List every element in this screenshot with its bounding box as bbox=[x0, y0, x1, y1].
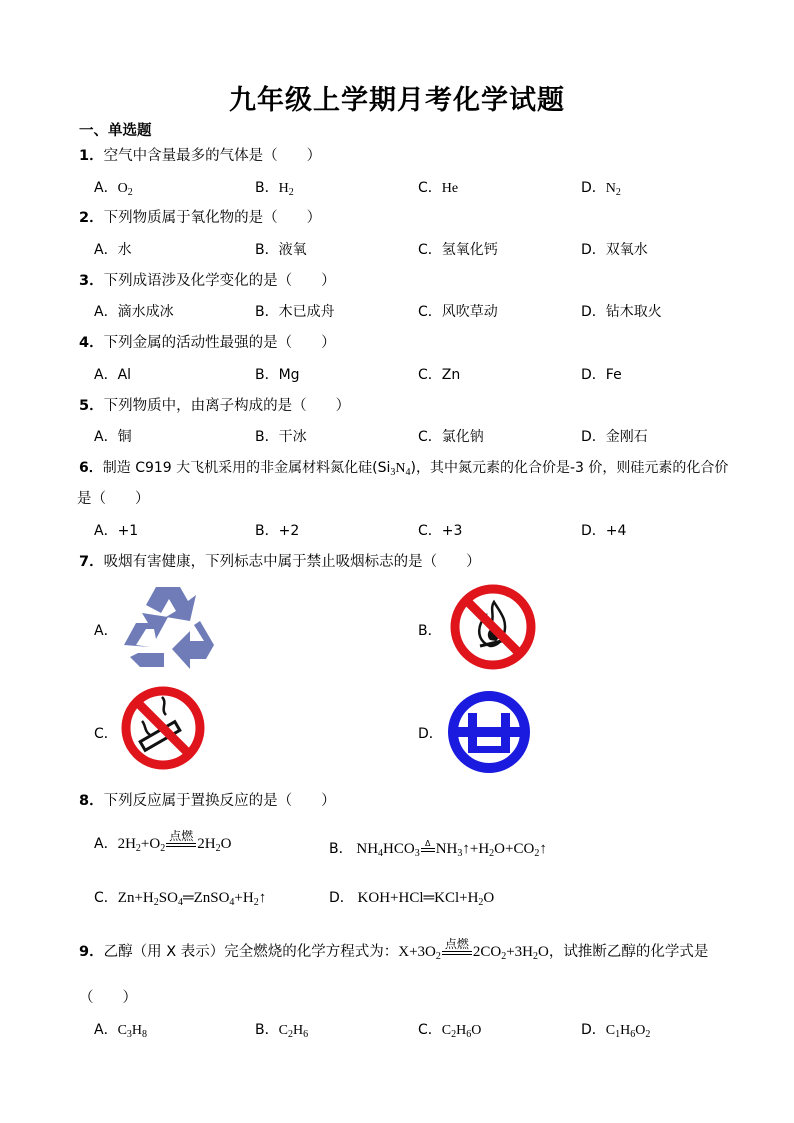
q7-label-a[interactable]: A． bbox=[94, 623, 118, 639]
question-text: 下列金属的活动性最强的是（ ） bbox=[103, 335, 336, 351]
question-6: 6．制造 C919 大飞机采用的非金属材料氮化硅$(Si_3N_4)$，其中氮元素的化合价是-3 价，则硅元素的化合价 bbox=[79, 460, 729, 478]
question-1 bbox=[79, 144, 321, 165]
q8-option-d[interactable]: D． $KOH+HCl═KCl+H_2O$ bbox=[329, 890, 495, 908]
q7-label-b[interactable]: B． bbox=[418, 623, 442, 639]
q3-option-d[interactable]: D．钻木取火 bbox=[581, 304, 662, 320]
question-5 bbox=[79, 394, 350, 415]
reaction-condition-ignite: 点燃 bbox=[444, 936, 469, 951]
q2-option-c[interactable]: C．氢氧化钙 bbox=[418, 242, 498, 258]
q5-option-d[interactable]: D．金刚石 bbox=[581, 429, 648, 445]
q5-option-a[interactable]: A．铜 bbox=[94, 429, 132, 445]
q1-option-b[interactable]: B．$H_2$ bbox=[255, 180, 294, 198]
q8-option-b[interactable]: B． $NH_4HCO_3$ Δ $NH_3↑+H_2O+CO_2↑$ bbox=[329, 838, 547, 859]
q2-option-a[interactable]: A．水 bbox=[94, 242, 132, 258]
question-6-line2: 是（ ） bbox=[77, 491, 150, 507]
question-text: 下列物质属于氧化物的是（ ） bbox=[103, 210, 322, 226]
question-9-line2: （ ） bbox=[79, 990, 137, 1006]
question-text: 空气中含量最多的气体是（ ） bbox=[103, 148, 322, 164]
question-text: 吸烟有害健康，下列标志中属于禁止吸烟标志的是（ ） bbox=[103, 554, 481, 570]
reaction-condition-heat: Δ bbox=[424, 838, 431, 848]
question-text: 下列物质中，由离子构成的是（ ） bbox=[103, 398, 351, 414]
question-7 bbox=[79, 550, 481, 571]
q9-option-d[interactable]: D．$C_1H_6O_2$ bbox=[581, 1022, 651, 1040]
blue-emblem-icon[interactable] bbox=[446, 689, 532, 775]
q9-option-b[interactable]: B．$C_2H_6$ bbox=[255, 1022, 309, 1040]
recycle-icon[interactable] bbox=[120, 583, 216, 669]
question-number: 1． bbox=[79, 148, 104, 164]
q1-option-d[interactable]: D．$N_2$ bbox=[581, 180, 621, 198]
question-8 bbox=[79, 789, 336, 810]
q4-option-b[interactable]: B．Mg bbox=[255, 367, 300, 383]
q6-option-b[interactable]: B．+2 bbox=[255, 523, 300, 539]
q1-option-c[interactable]: C．He bbox=[418, 180, 459, 196]
q6-option-c[interactable]: C．+3 bbox=[418, 523, 463, 539]
q3-option-a[interactable]: A．滴水成冰 bbox=[94, 304, 174, 320]
q4-option-c[interactable]: C．Zn bbox=[418, 367, 461, 383]
question-3 bbox=[79, 269, 336, 290]
question-2 bbox=[79, 206, 321, 227]
question-number: 7． bbox=[79, 554, 104, 570]
no-smoking-icon[interactable] bbox=[120, 685, 206, 771]
q2-option-d[interactable]: D．双氧水 bbox=[581, 242, 648, 258]
question-text: 下列反应属于置换反应的是（ ） bbox=[103, 793, 336, 809]
q2-option-b[interactable]: B．液氧 bbox=[255, 242, 307, 258]
q3-option-b[interactable]: B．木已成舟 bbox=[255, 304, 335, 320]
q4-option-a[interactable]: A．Al bbox=[94, 367, 132, 383]
q6-option-d[interactable]: D．+4 bbox=[581, 523, 627, 539]
q5-option-b[interactable]: B．干冰 bbox=[255, 429, 307, 445]
question-4 bbox=[79, 331, 336, 352]
no-open-flame-icon[interactable] bbox=[448, 582, 538, 672]
question-number: 4． bbox=[79, 335, 104, 351]
q8-option-a[interactable]: A．$2H_2+O_2$ 点燃 $2H_2O$ bbox=[94, 828, 232, 854]
reaction-condition-ignite: 点燃 bbox=[169, 828, 194, 843]
q7-label-c[interactable]: C． bbox=[94, 726, 118, 742]
question-9: 9．乙醇（用 X 表示）完全燃烧的化学方程式为：$X+3O_2$ 点燃 $2CO_2+3H_2O$，试推断乙醇的化学式是 bbox=[79, 936, 709, 962]
q9-option-a[interactable]: A．$C_3H_8$ bbox=[94, 1022, 148, 1040]
q3-option-c[interactable]: C．风吹草动 bbox=[418, 304, 498, 320]
page-title: 九年级上学期月考化学试题 bbox=[229, 85, 565, 116]
question-text: 下列成语涉及化学变化的是（ ） bbox=[103, 273, 336, 289]
section-heading: 一、单选题 bbox=[79, 123, 152, 139]
question-number: 3． bbox=[79, 273, 104, 289]
q9-option-c[interactable]: C．$C_2H_6O$ bbox=[418, 1022, 482, 1040]
q7-label-d[interactable]: D． bbox=[418, 726, 443, 742]
question-number: 9． bbox=[79, 944, 104, 960]
question-number: 5． bbox=[79, 398, 104, 414]
question-number: 2． bbox=[79, 210, 104, 226]
question-number: 6． bbox=[79, 460, 103, 476]
q5-option-c[interactable]: C．氯化钠 bbox=[418, 429, 484, 445]
question-number: 8． bbox=[79, 793, 104, 809]
q1-option-a[interactable]: A．$O_2$ bbox=[94, 180, 133, 198]
q4-option-d[interactable]: D．Fe bbox=[581, 367, 622, 383]
q8-option-c[interactable]: C．$Zn+H_2SO_4═ZnSO_4+H_2↑$ bbox=[94, 890, 267, 908]
q6-option-a[interactable]: A．+1 bbox=[94, 523, 139, 539]
